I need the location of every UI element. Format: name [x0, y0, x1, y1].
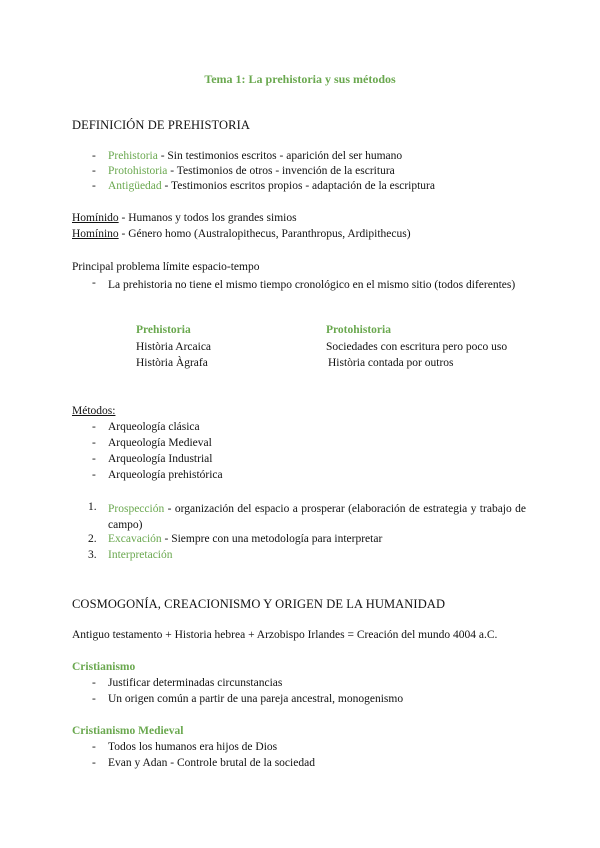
definition-text: - Humanos y todos los grandes simios [118, 212, 297, 224]
bullet-dash: - [92, 453, 96, 465]
section-heading-prehistoria: DEFINICIÓN DE PREHISTORIA [72, 118, 250, 132]
list-item: Un origen común a partir de una pareja ancestral, monogenismo [108, 693, 404, 705]
bullet-dash: - [92, 741, 96, 753]
subheading-cristianismo-medieval: Cristianismo Medieval [72, 725, 184, 737]
step-item [108, 533, 382, 545]
list-item: Arqueología Medieval [108, 437, 212, 449]
step-number: 2. [88, 533, 97, 545]
term-excavacion: Excavación [108, 533, 162, 545]
term-interpretacion: Interpretación [108, 549, 173, 561]
list-item [108, 150, 402, 162]
problem-item: La prehistoria no tiene el mismo tiempo cronológico en el mismo sitio (todos diferentes) [108, 279, 516, 291]
list-item: Evan y Adan - Controle brutal de la sociedad [108, 757, 315, 769]
table-cell: Història Arcaica [136, 341, 212, 353]
step-number: 3. [88, 549, 97, 561]
bullet-dash: - [92, 757, 96, 769]
table-col2-head: Protohistoria [326, 324, 391, 336]
problem-line: Principal problema límite espacio-tempo [72, 261, 260, 273]
list-item: Arqueología clásica [108, 421, 200, 433]
step-text: - Siempre con una metodología para interpretar [161, 533, 383, 545]
page-title: Tema 1: La prehistoria y sus métodos [204, 72, 396, 86]
list-item [108, 165, 395, 177]
bullet-dash: - [92, 437, 96, 449]
table-cell: Sociedades con escritura pero poco uso [326, 341, 508, 353]
definition-text: - Género homo (Australopithecus, Paranthropus, Ardipithecus) [118, 228, 411, 240]
bullet-dash: - [92, 180, 96, 192]
table-col1-head: Prehistoria [136, 324, 191, 336]
term-hominido: Homínido [72, 212, 119, 224]
term-protohistoria: Protohistoria [108, 165, 168, 177]
hominido-line [72, 212, 297, 224]
step-number: 1. [88, 501, 97, 513]
metodos-label: Métodos: [72, 405, 116, 417]
bullet-dash: - [92, 165, 96, 177]
creation-line: Antiguo testamento + Historia hebrea + Arzobispo Irlandes = Creación del mundo 4004 a.C. [72, 629, 498, 641]
bullet-dash: - [92, 421, 96, 433]
list-item [108, 180, 435, 192]
definition-text: - Testimonios de otros - invención de la escritura [167, 165, 395, 177]
bullet-dash: - [92, 150, 96, 162]
section-heading-cosmogonia: COSMOGONÍA, CREACIONISMO Y ORIGEN DE LA HUMANIDAD [72, 597, 446, 611]
definition-text: - Testimonios escritos propios - adaptación de la escriptura [161, 180, 435, 192]
step-text: - organización del espacio a prosperar (elaboración de estrategia y trabajo de campo) [108, 503, 526, 531]
list-item: Justificar determinadas circunstancias [108, 677, 283, 689]
homino-line [72, 228, 411, 240]
definition-text: - Sin testimonios escritos - aparición del ser humano [157, 150, 403, 162]
bullet-dash: - [92, 277, 96, 289]
term-prospeccion: Prospección [108, 503, 165, 515]
step-item [108, 501, 526, 533]
bullet-dash: - [92, 677, 96, 689]
term-prehistoria: Prehistoria [108, 150, 158, 162]
step-item [108, 549, 173, 561]
table-cell: Història Àgrafa [136, 357, 208, 369]
bullet-dash: - [92, 469, 96, 481]
term-antiguedad: Antigüedad [108, 180, 162, 192]
table-cell: Història contada por outros [328, 357, 454, 369]
list-item: Todos los humanos era hijos de Dios [108, 741, 278, 753]
list-item: Arqueología prehistórica [108, 469, 223, 481]
subheading-cristianismo: Cristianismo [72, 661, 136, 673]
bullet-dash: - [92, 693, 96, 705]
term-homino: Homínino [72, 228, 119, 240]
list-item: Arqueología Industrial [108, 453, 213, 465]
